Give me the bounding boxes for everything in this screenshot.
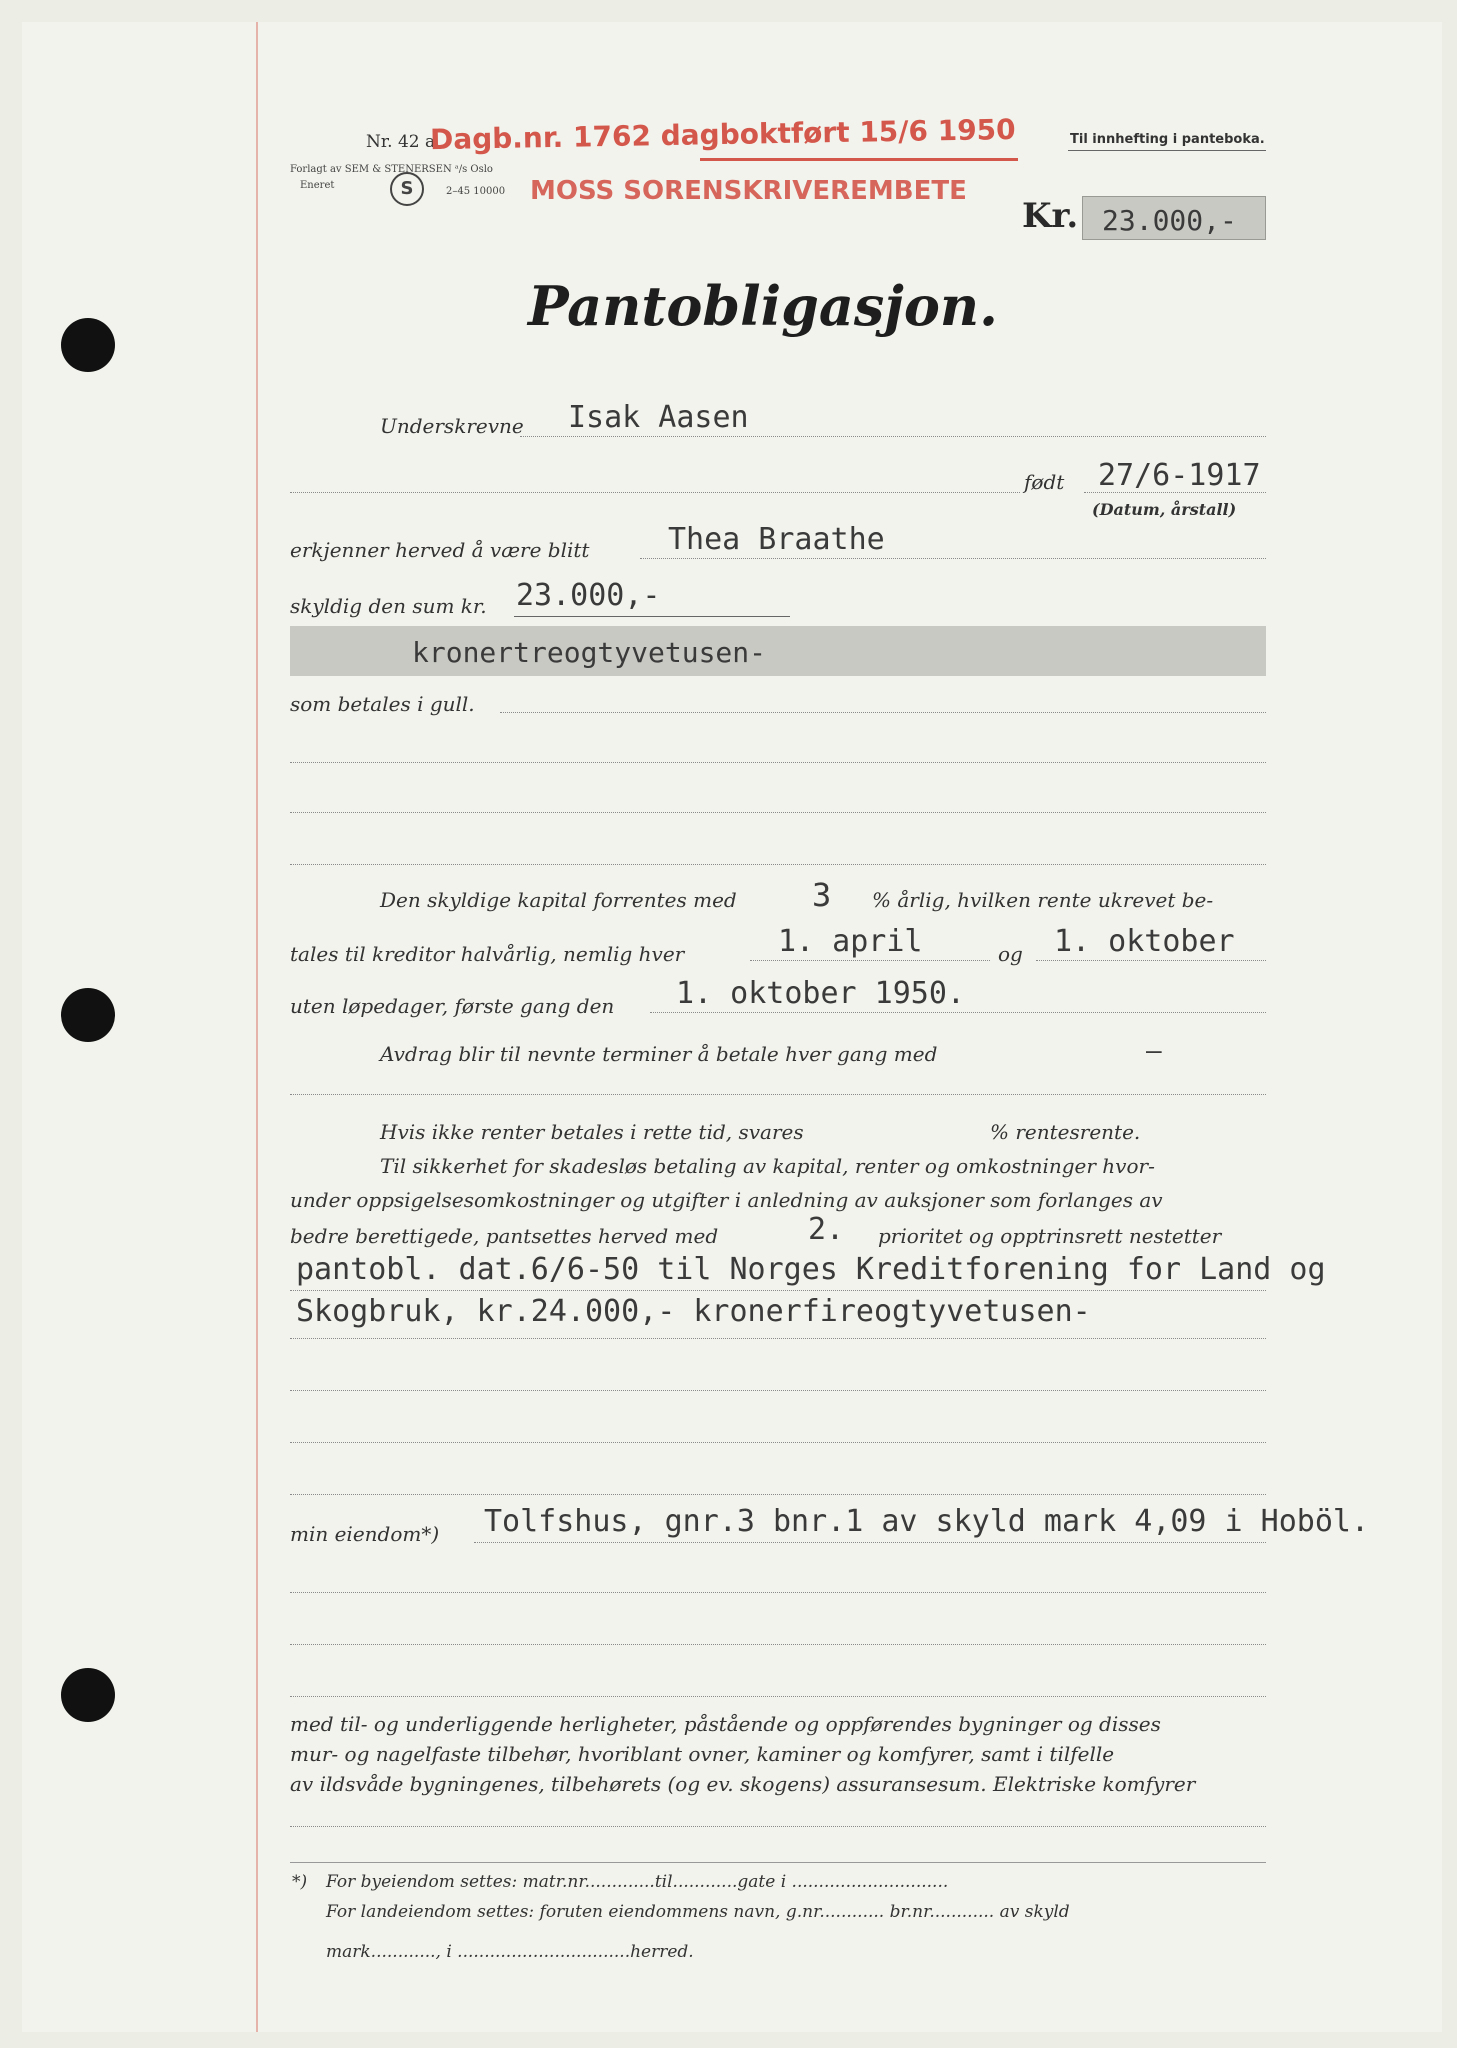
- footnote-line1: For byeiendom settes: matr.nr.............til............gate i .............................: [326, 1872, 949, 1892]
- blank-line: [290, 1826, 1266, 1827]
- undersigned-name: Isak Aasen: [568, 400, 749, 435]
- security-para-line3-suffix: prioritet og opptrinsrett nestetter: [878, 1224, 1222, 1248]
- interest-date2: 1. oktober: [1054, 924, 1235, 959]
- blank-line: [290, 1644, 1266, 1645]
- interest-and: og: [998, 942, 1023, 966]
- sum-underline: [514, 616, 790, 617]
- property-label: min eiendom*): [290, 1522, 440, 1546]
- creditor-name: Thea Braathe: [668, 522, 885, 557]
- stamp-underline: [700, 158, 1018, 161]
- born-hint: (Datum, årstall): [1092, 500, 1237, 519]
- publisher-exclusive: Eneret: [300, 180, 335, 191]
- office-stamp: MOSS SORENSKRIVEREMBETE: [530, 176, 967, 206]
- binding-note-underline: [1068, 150, 1266, 151]
- prior-lien-line2: Skogbruk, kr.24.000,- kronerfireogtyvetusen-: [296, 1294, 1091, 1329]
- installment-value: –: [1146, 1036, 1162, 1066]
- interest-line3: uten løpedager, første gang den: [290, 994, 615, 1018]
- binding-note: Til innhefting i panteboka.: [1070, 132, 1265, 147]
- print-code: 2–45 10000: [446, 186, 506, 197]
- first-date-line: [650, 1012, 1266, 1013]
- interest-first-date: 1. oktober 1950.: [676, 976, 965, 1011]
- interest-line1-suffix: % årlig, hvilken rente ukrevet be-: [872, 888, 1214, 912]
- installment-text: Avdrag blir til nevnte terminer å betale hver gang med: [380, 1042, 938, 1066]
- undersigned-label: Underskrevne: [380, 414, 524, 438]
- margin-rule: [256, 22, 258, 2032]
- interest-rate: 3: [812, 876, 832, 914]
- born-date: 27/6-1917: [1098, 458, 1261, 493]
- late-interest-suffix: % rentesrente.: [990, 1120, 1141, 1144]
- interest-line1: Den skyldige kapital forrentes med: [380, 888, 737, 912]
- blank-line: [290, 492, 1020, 493]
- diary-stamp: Dagb.nr. 1762 dagboktført 15/6 1950: [429, 112, 1016, 157]
- closing-line2: mur- og nagelfaste tilbehør, hvoriblant ovner, kaminer og komfyrer, samt i tilfelle: [290, 1742, 1115, 1766]
- blank-line: [290, 864, 1266, 865]
- date1-line: [750, 960, 990, 961]
- creditor-label: erkjenner herved å være blitt: [290, 538, 590, 562]
- blank-line: [290, 812, 1266, 813]
- born-line: [1084, 492, 1266, 493]
- property-line: [474, 1542, 1266, 1543]
- lien-line: [290, 1338, 1266, 1339]
- footnote-line2: For landeiendom settes: foruten eiendommens navn, g.nr............ br.nr............ av skyld: [326, 1902, 1070, 1922]
- kr-amount: 23.000,-: [1102, 204, 1237, 237]
- interest-date1: 1. april: [778, 924, 923, 959]
- date2-line: [1036, 960, 1266, 961]
- closing-line1: med til- og underliggende herligheter, påstående og oppførendes bygninger og disses: [290, 1712, 1161, 1736]
- security-para-line1: Til sikkerhet for skadesløs betaling av kapital, renter og omkostninger hvor-: [380, 1154, 1155, 1178]
- blank-line: [290, 1390, 1266, 1391]
- blank-line: [290, 762, 1266, 763]
- blank-line: [290, 1094, 1266, 1095]
- form-number: Nr. 42 a.: [366, 132, 441, 152]
- payment-label: som betales i gull.: [290, 692, 475, 716]
- blank-line: [290, 1442, 1266, 1443]
- sum-value: 23.000,-: [516, 578, 661, 613]
- publisher-line: Forlagt av SEM & STENERSEN ᵃ/s Oslo: [290, 164, 493, 175]
- punch-hole: [61, 988, 115, 1042]
- footnote-rule: [290, 1862, 1266, 1863]
- payment-line: [500, 712, 1266, 713]
- security-para-line2: under oppsigelsesomkostninger og utgifter i anledning av auksjoner som forlanges av: [290, 1188, 1163, 1212]
- born-label: født: [1024, 470, 1065, 494]
- property-value: Tolfshus, gnr.3 bnr.1 av skyld mark 4,09 i Hoböl.: [484, 1504, 1370, 1539]
- blank-line: [290, 1494, 1266, 1495]
- security-para-line3: bedre berettigede, pantsettes herved med: [290, 1224, 719, 1248]
- document-title: Pantobligasjon.: [528, 274, 998, 338]
- sum-label: skyldig den sum kr.: [290, 594, 487, 618]
- blank-line: [290, 1592, 1266, 1593]
- late-interest-text: Hvis ikke renter betales i rette tid, svares: [380, 1120, 804, 1144]
- lien-line: [290, 1290, 1266, 1291]
- sum-words: kronertreogtyvetusen-: [412, 636, 767, 669]
- undersigned-line: [520, 436, 1266, 437]
- footnote-marker: *): [292, 1872, 308, 1892]
- creditor-line: [640, 558, 1266, 559]
- kr-label: Kr.: [1022, 196, 1079, 236]
- punch-hole: [61, 318, 115, 372]
- priority-value: 2.: [808, 1212, 845, 1247]
- closing-line3: av ildsvåde bygningenes, tilbehørets (og ev. skogens) assuransesum. Elektriske komfyrer: [290, 1772, 1196, 1796]
- blank-line: [290, 1696, 1266, 1697]
- interest-line2: tales til kreditor halvårlig, nemlig hver: [290, 942, 685, 966]
- prior-lien-line1: pantobl. dat.6/6-50 til Norges Kreditforening for Land og: [296, 1252, 1326, 1287]
- publisher-logo-icon: S: [390, 172, 424, 206]
- footnote-line3: mark............, i ................................herred.: [326, 1942, 694, 1962]
- punch-hole: [61, 1668, 115, 1722]
